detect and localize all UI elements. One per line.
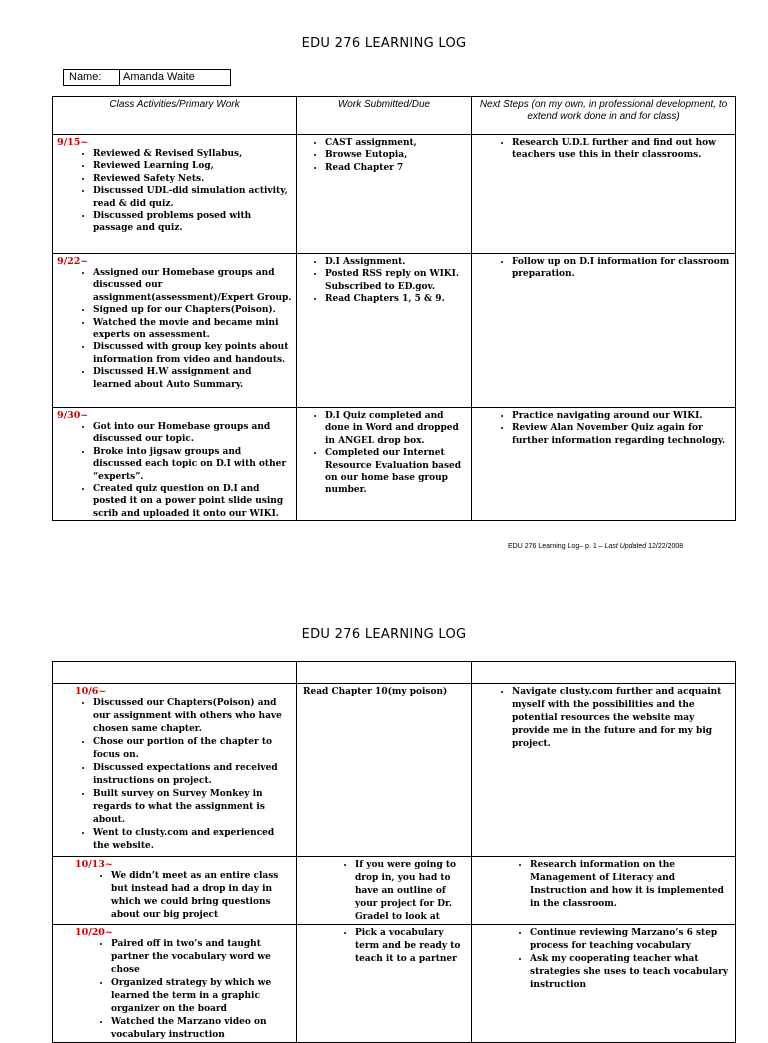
list-item: • D.I Quiz completed and done in Word and dropped in ANGEL drop box.: [325, 410, 467, 447]
list-item: • Continue reviewing Marzano’s 6 step process for teaching vocabulary: [530, 927, 731, 953]
list-item: • Navigate clusty.com further and acquaint myself with the possibilities and the potential resources the website may provide me in the future and for my big project.: [512, 686, 731, 751]
submitted-cell: [297, 857, 472, 925]
list-item: • Practice navigating around our WIKI.: [512, 410, 731, 422]
next-steps-cell: [472, 408, 736, 521]
name-value: Amanda Waite: [123, 71, 195, 83]
list-item: • Review Alan November Quiz again for further information regarding technology.: [512, 422, 731, 447]
page-title-2: EDU 276 LEARNING LOG: [301, 627, 467, 642]
list-item: • Read Chapter 7: [325, 162, 467, 174]
row-date: 9/15~: [57, 137, 89, 148]
list-item: • Watched the movie and became mini experts on assessment.: [93, 317, 292, 342]
submitted-cell: [297, 254, 472, 408]
table-row: [53, 408, 736, 521]
submitted-text: Read Chapter 10(my poison): [303, 687, 448, 697]
row-date: 10/20~: [75, 927, 113, 938]
list-item: • Chose our portion of the chapter to focus on.: [93, 736, 292, 762]
list-item: • Discussed expectations and received instructions on project.: [93, 762, 292, 788]
header-work-submitted: Work Submitted/Due: [297, 97, 472, 135]
header-class-activities: Class Activities/Primary Work: [53, 97, 297, 135]
list-item: • Follow up on D.I information for classroom preparation.: [512, 256, 731, 281]
list-item: • Assigned our Homebase groups and discussed our assignment(assessment)/Expert Group.: [93, 267, 292, 304]
list-item: • Got into our Homebase groups and discussed our topic.: [93, 421, 292, 446]
list-item: • Discussed problems posed with passage and quiz.: [93, 210, 292, 235]
blank-cell: [472, 662, 736, 684]
table-row: [53, 857, 736, 925]
list-item: • Research U.D.L further and find out how teachers use this in their classrooms.: [512, 137, 731, 162]
activities-cell: [53, 254, 297, 408]
page-footer: [508, 543, 683, 550]
learning-log-table-2: [52, 661, 736, 1043]
list-item: • Paired off in two’s and taught partner the vocabulary word we chose: [111, 938, 292, 977]
table-row: [53, 684, 736, 857]
next-steps-cell: [472, 254, 736, 408]
table-row: [53, 662, 736, 684]
list-item: • D.I Assignment.: [325, 256, 467, 268]
list-item: • Watched the Marzano video on vocabulary instruction: [111, 1016, 292, 1042]
learning-log-table: [52, 96, 736, 521]
page-title: EDU 276 LEARNING LOG: [301, 36, 467, 51]
list-item: • Signed up for our Chapters(Poison).: [93, 304, 292, 316]
activities-cell: [53, 857, 297, 925]
list-item: • Created quiz question on D.I and posted it on a power point slide using scrib and uploaded it onto our WIKI.: [93, 483, 292, 520]
submitted-cell: [297, 684, 472, 857]
list-item: • CAST assignment,: [325, 137, 467, 149]
list-item: • Reviewed Safety Nets.: [93, 173, 292, 185]
activities-cell: [53, 925, 297, 1043]
list-item: • Organized strategy by which we learned the term in a graphic organizer on the board: [111, 977, 292, 1016]
blank-cell: [297, 662, 472, 684]
footer-updated-label: Last Updated: [604, 543, 647, 550]
list-item: • Ask my cooperating teacher what strategies she uses to teach vocabulary instruction: [530, 953, 731, 992]
list-item: • Discussed our Chapters(Poison) and our assignment with others who have chosen same chapter.: [93, 697, 292, 736]
list-item: • Went to clusty.com and experienced the website.: [93, 827, 292, 853]
name-box: [63, 69, 231, 86]
list-item: • Discussed H.W assignment and learned about Auto Summary.: [93, 366, 292, 391]
list-item: • Reviewed Learning Log,: [93, 160, 292, 172]
next-steps-cell: [472, 135, 736, 254]
row-date: 9/30~: [57, 410, 89, 421]
header-next-steps: Next Steps (on my own, in professional development, to extend work done in and for class): [472, 97, 736, 135]
row-date: 10/6~: [75, 686, 107, 697]
list-item: • Reviewed & Revised Syllabus,: [93, 148, 292, 160]
submitted-cell: [297, 135, 472, 254]
next-steps-cell: [472, 857, 736, 925]
next-steps-cell: [472, 684, 736, 857]
list-item: • Discussed with group key points about information from video and handouts.: [93, 341, 292, 366]
list-item: • Pick a vocabulary term and be ready to teach it to a partner: [355, 927, 467, 966]
list-item: • Built survey on Survey Monkey in regards to what the assignment is about.: [93, 788, 292, 827]
blank-cell: [53, 662, 297, 684]
footer-date: 12/22/2008: [648, 543, 684, 550]
list-item: • Broke into jigsaw groups and discussed each topic on D.I with other “experts”.: [93, 446, 292, 483]
submitted-cell: [297, 925, 472, 1043]
table-row: [53, 925, 736, 1043]
list-item: • Browse Eutopia,: [325, 149, 467, 161]
list-item: • Read Chapters 1, 5 & 9.: [325, 293, 467, 305]
submitted-cell: [297, 408, 472, 521]
activities-cell: [53, 135, 297, 254]
list-item: • Discussed UDL-did simulation activity, read & did quiz.: [93, 185, 292, 210]
next-steps-cell: [472, 925, 736, 1043]
list-item: • If you were going to drop in, you had to have an outline of your project for Dr. Gradel to look at: [355, 859, 467, 924]
list-item: • Posted RSS reply on WIKI. Subscribed to ED.gov.: [325, 268, 467, 293]
table-row: [53, 135, 736, 254]
list-item: • We didn’t meet as an entire class but instead had a drop in day in which we could bring questions about our big project: [111, 870, 292, 922]
list-item: • Research information on the Management of Literacy and Instruction and how it is implemented in the classroom.: [530, 859, 731, 911]
name-label: Name:: [64, 70, 120, 85]
list-item: • Completed our Internet Resource Evaluation based on our home base group number.: [325, 447, 467, 497]
footer-prefix: EDU 276 Learning Log– p. 1 –: [508, 543, 603, 550]
activities-cell: [53, 408, 297, 521]
table-row: [53, 254, 736, 408]
row-date: 10/13~: [75, 859, 113, 870]
row-date: 9/22~: [57, 256, 89, 267]
activities-cell: [53, 684, 297, 857]
